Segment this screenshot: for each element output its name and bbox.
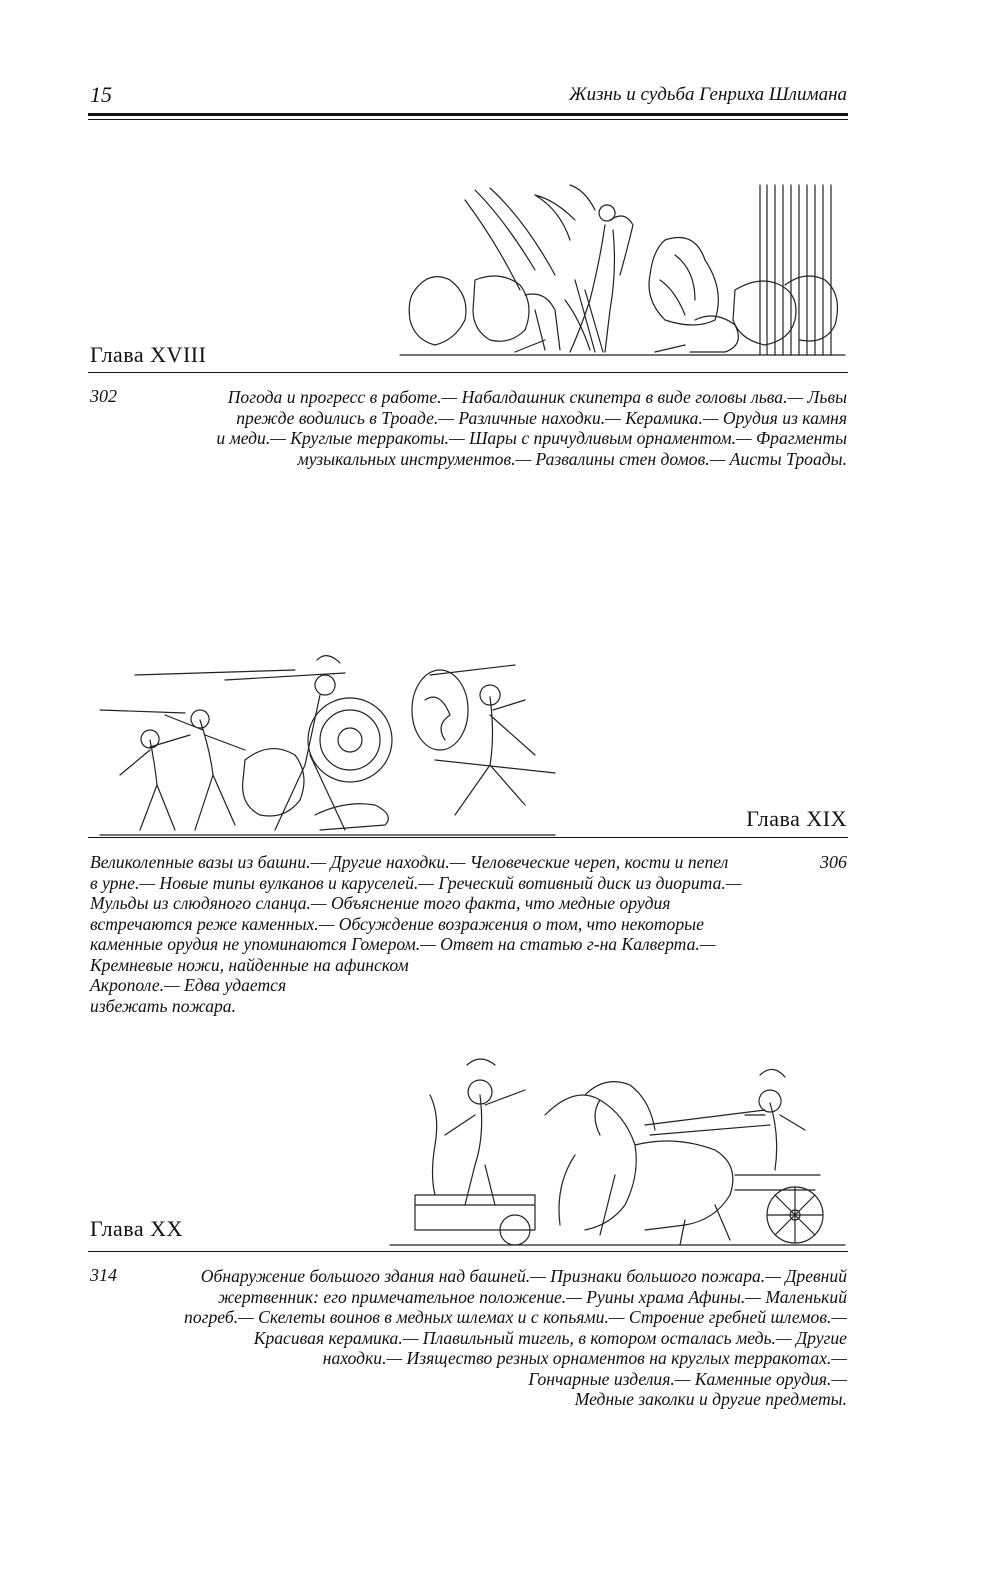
page-number: 15: [90, 82, 112, 107]
chapter-rule-xviii: [88, 372, 848, 373]
chapter-page-xviii: 302: [90, 386, 117, 406]
chapter-page-xix: 306: [820, 852, 847, 872]
header-rule-thick: [88, 113, 848, 116]
chapter-summary-xx: Обнаружение большого здания над башней.— Признаки большого пожара.— Древний жертвенник: его примечательное положение.— Руины храма Афины.— Маленький погреб.— Скелеты воинов в медных шлемах и с копьями.— Строение гребней шлемов.— Красивая керамика.— Плавильный тигель, в котором осталась медь.— Другие находки.— Изящество резных орнаментов на круглых терракотах.— Гончарные изделия.— Каменные орудия.— Медные заколки и другие предметы.: [184, 1266, 847, 1409]
chapter-summary-xix: Великолепные вазы из башни.— Другие находки.— Человеческие череп, кости и пепел в урне.— Новые типы вулканов и каруселей.— Греческий вотивный диск из диорита.— Мульды из слюдяного сланца.— Объяснение того факта, что медные орудия встречаются реже каменных.— Обсуждение возражения о том, что некоторые каменные орудия не упоминаются Гомером.— Ответ на статью г-на Калверта.— Кремневые ножи, найденные на афинском Акрополе.— Едва удается избежать пожара.: [90, 852, 742, 1016]
chapter-summary-xviii: Погода и прогресс в работе.— Набалдашник скипетра в виде головы льва.— Львы прежде водились в Троаде.— Различные находки.— Керамика.— Орудия из камня и меди.— Круглые терракоты.— Шары с причудливым орнаментом.— Фрагменты музыкальных инструментов.— Развалины стен домов.— Аисты Троады.: [216, 387, 847, 469]
chapter-rule-xix: [88, 837, 848, 838]
illustration-mourning-scene: [395, 180, 847, 365]
chapter-title-xix: Глава XIX: [746, 806, 847, 831]
illustration-chariot-scene: [385, 1055, 847, 1250]
illustration-battle-scene: [95, 655, 560, 840]
chapter-page-xx: 314: [90, 1265, 117, 1285]
running-title: Жизнь и судьба Генриха Шлимана: [569, 84, 847, 105]
chapter-rule-xx: [88, 1251, 848, 1252]
header-rule-thin: [88, 119, 848, 120]
chapter-title-xviii: Глава XVIII: [90, 342, 207, 367]
chapter-title-xx: Глава XX: [90, 1216, 183, 1241]
